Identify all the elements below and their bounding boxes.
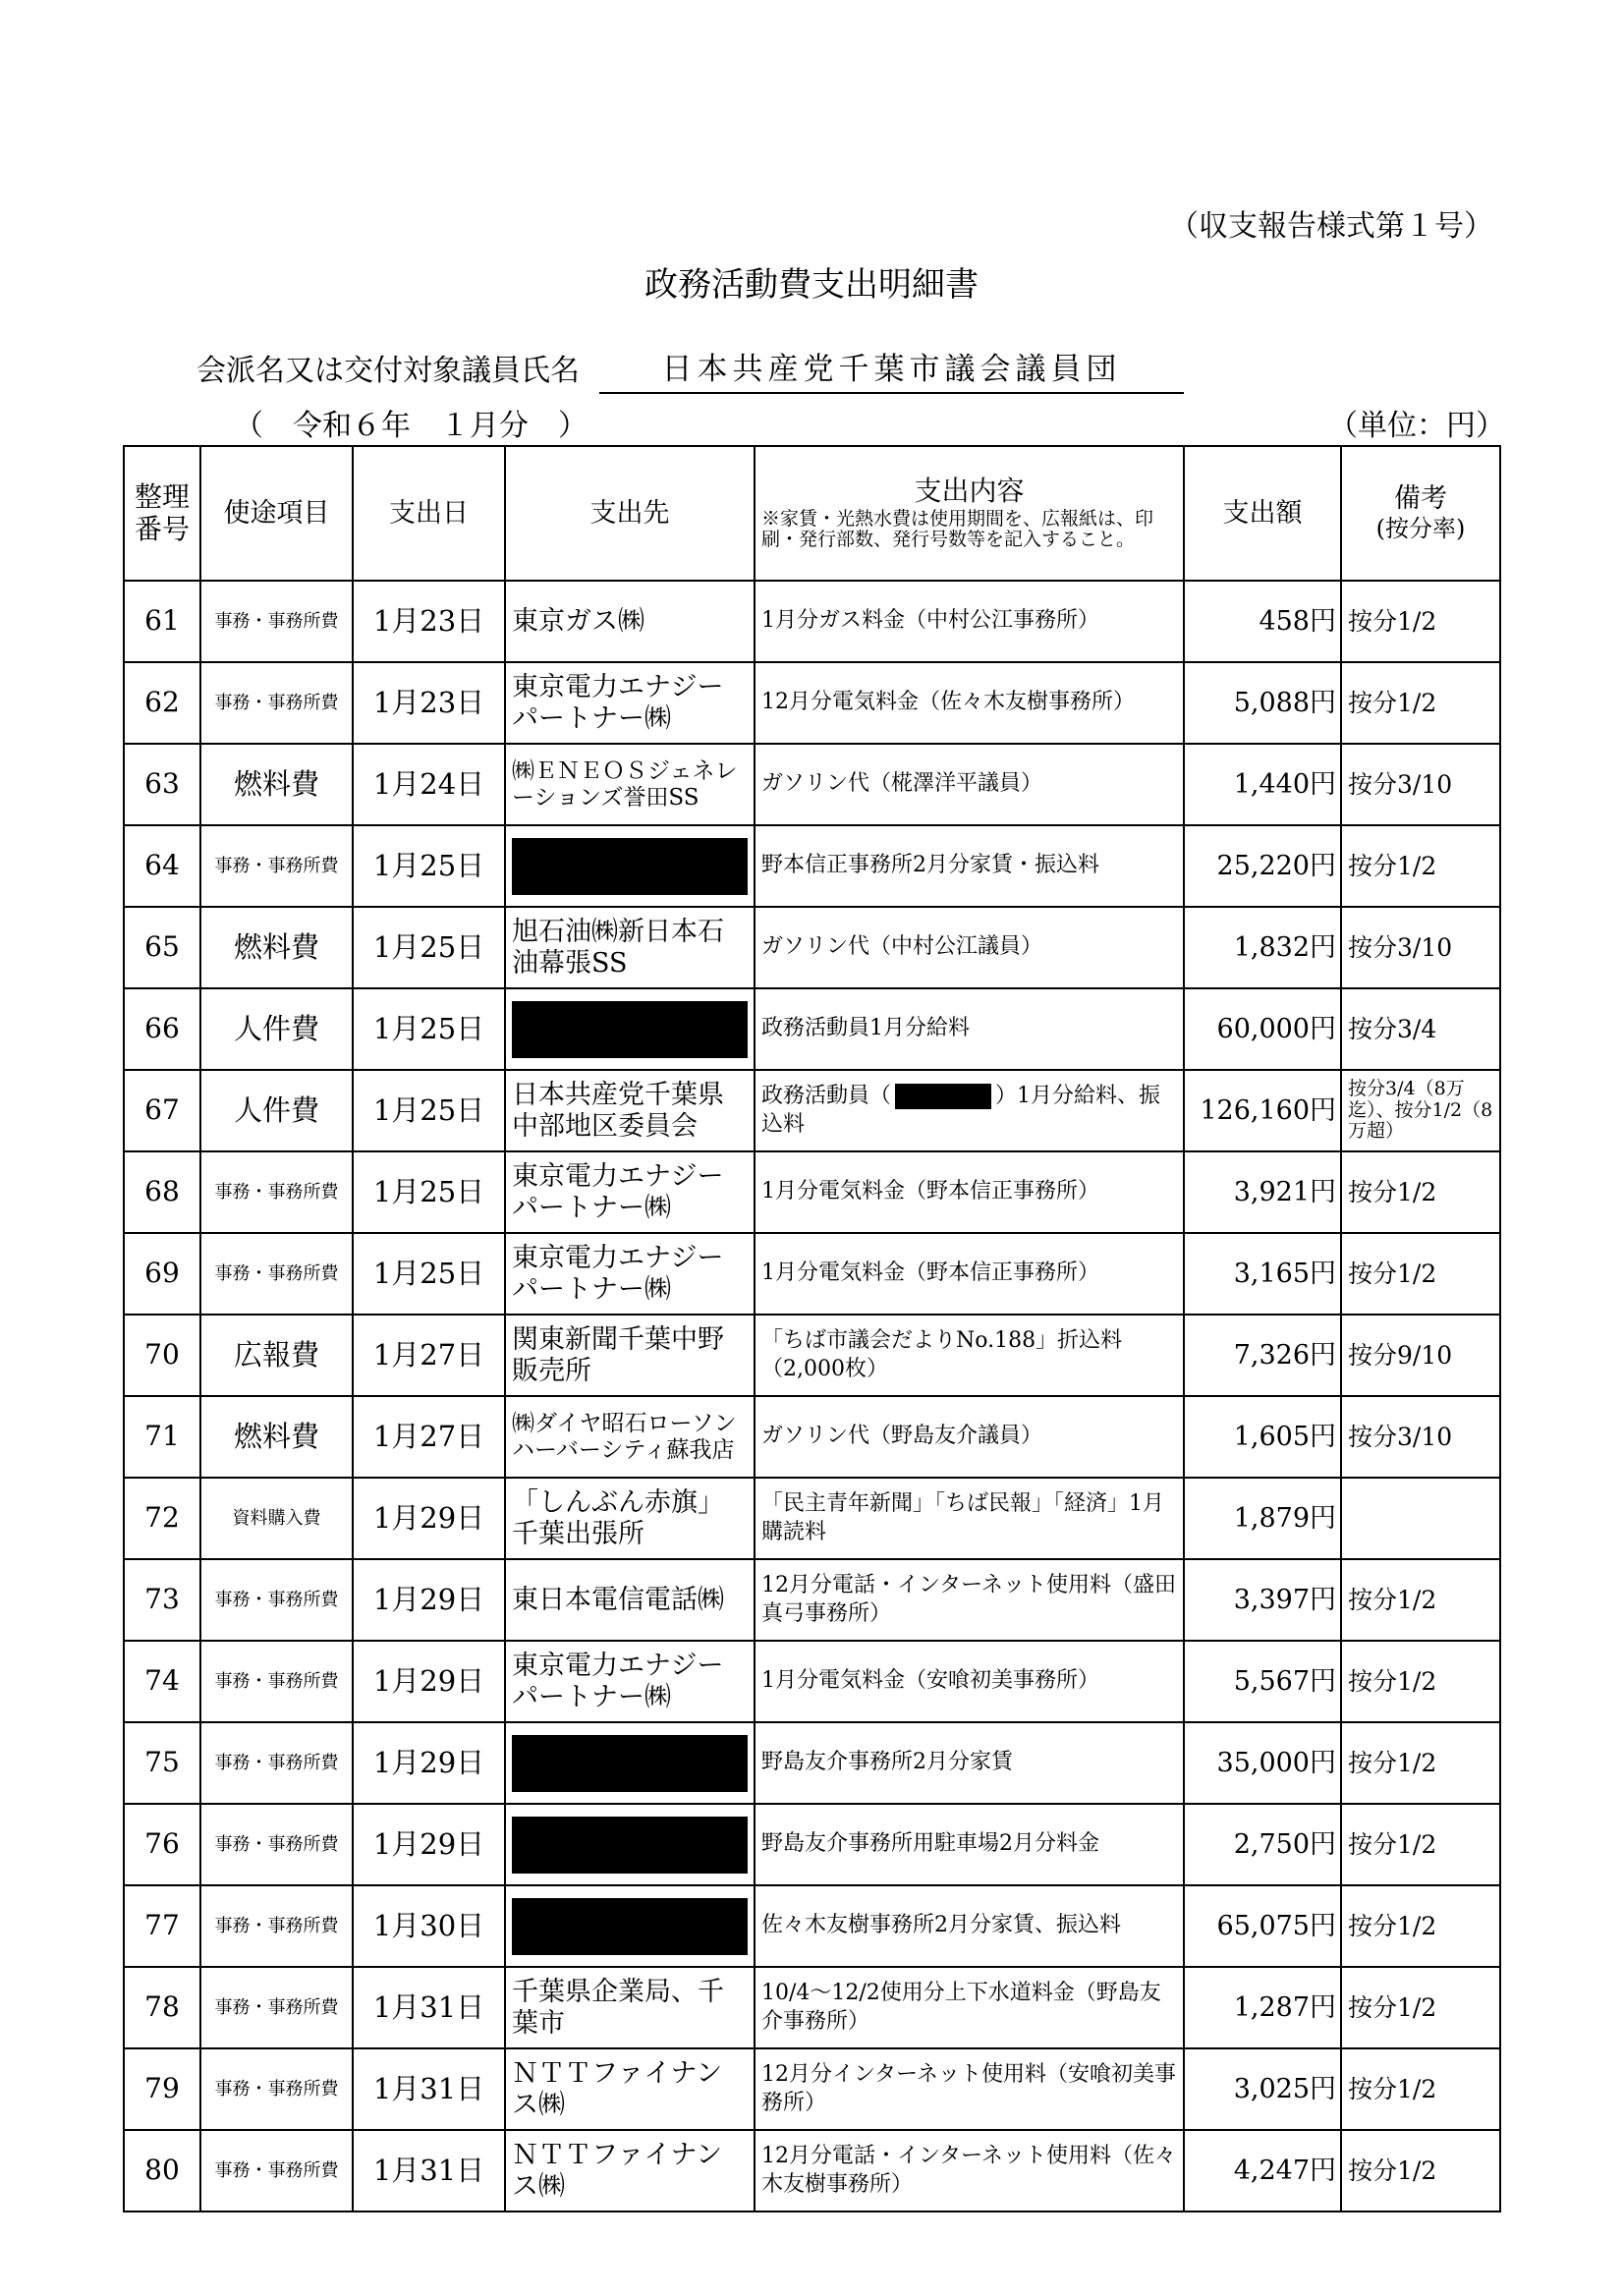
row-date: 1月31日 [353,1967,505,2048]
col-header-content [755,446,1184,581]
table-row [124,907,1500,988]
row-date: 1月29日 [353,1722,505,1804]
row-category: 事務・事務所費 [200,1885,353,1967]
table-row [124,988,1500,1070]
row-amount: 3,025円 [1184,2048,1341,2130]
row-date: 1月31日 [353,2048,505,2130]
row-number: 70 [124,1315,200,1396]
row-description: 野島友介事務所用駐車場2月分料金 [755,1804,1184,1885]
row-category: 資料購入費 [200,1478,353,1559]
row-remarks: 按分3/4（8万迄）、按分1/2（8万超） [1341,1070,1500,1151]
row-number: 71 [124,1396,200,1478]
row-remarks: 按分1/2 [1341,825,1500,907]
row-description: 野島友介事務所2月分家賃 [755,1722,1184,1804]
row-date: 1月23日 [353,581,505,662]
row-remarks: 按分9/10 [1341,1315,1500,1396]
row-category: 事務・事務所費 [200,581,353,662]
row-remarks: 按分1/2 [1341,1641,1500,1722]
table-row [124,1478,1500,1559]
row-remarks: 按分3/10 [1341,907,1500,988]
row-description: 「ちば市議会だよりNo.188」折込料（2,000枚） [755,1315,1184,1396]
row-number: 73 [124,1559,200,1641]
row-date: 1月29日 [353,1559,505,1641]
table-row [124,825,1500,907]
row-category: 人件費 [200,1070,353,1151]
member-name: 日本共産党千葉市議会議員団 [599,344,1184,394]
row-payee: 東京電力エナジーパートナー㈱ [505,1151,755,1233]
row-category: 事務・事務所費 [200,1804,353,1885]
row-date: 1月25日 [353,1233,505,1315]
table-row [124,744,1500,825]
row-amount: 1,832円 [1184,907,1341,988]
row-number: 76 [124,1804,200,1885]
row-number: 68 [124,1151,200,1233]
row-remarks: 按分1/2 [1341,1151,1500,1233]
row-payee-redacted [505,1885,755,1967]
row-date: 1月30日 [353,1885,505,1967]
row-category: 事務・事務所費 [200,1151,353,1233]
row-amount: 1,879円 [1184,1478,1341,1559]
row-description: 12月分電話・インターネット使用料（佐々木友樹事務所） [755,2130,1184,2212]
row-payee: 旭石油㈱新日本石油幕張SS [505,907,755,988]
row-amount: 1,440円 [1184,744,1341,825]
row-remarks: 按分1/2 [1341,1967,1500,2048]
row-remarks: 按分1/2 [1341,1233,1500,1315]
table-row [124,1885,1500,1967]
row-payee: 東京電力エナジーパートナー㈱ [505,662,755,744]
col-header-remarks-sub: (按分率) [1375,514,1466,542]
row-description: 10/4～12/2使用分上下水道料金（野島友介事務所） [755,1967,1184,2048]
col-header-amount: 支出額 [1184,446,1341,581]
row-remarks: 按分1/2 [1341,581,1500,662]
row-amount: 3,165円 [1184,1233,1341,1315]
row-description: ガソリン代（中村公江議員） [755,907,1184,988]
table-body [124,581,1500,2212]
row-number: 65 [124,907,200,988]
row-amount: 1,287円 [1184,1967,1341,2048]
row-category: 事務・事務所費 [200,1559,353,1641]
col-header-no: 整理番号 [124,446,200,581]
col-header-content-label: 支出内容 [914,475,1025,508]
row-remarks: 按分3/10 [1341,1396,1500,1478]
row-category: 事務・事務所費 [200,1722,353,1804]
row-remarks: 按分1/2 [1341,662,1500,744]
row-payee: ㈱ＥＮＥＯＳジェネレーションズ誉田SS [505,744,755,825]
col-header-remarks [1341,446,1500,581]
table-row [124,1151,1500,1233]
row-number: 75 [124,1722,200,1804]
row-category: 広報費 [200,1315,353,1396]
row-date: 1月27日 [353,1315,505,1396]
row-description-part: 政務活動員（ [761,1083,892,1108]
form-number: （収支報告様式第１号） [1169,209,1493,244]
row-description: 12月分電話・インターネット使用料（盛田真弓事務所） [755,1559,1184,1641]
row-payee: 「しんぶん赤旗」千葉出張所 [505,1478,755,1559]
row-category: 事務・事務所費 [200,1233,353,1315]
row-number: 67 [124,1070,200,1151]
row-category: 事務・事務所費 [200,662,353,744]
row-remarks: 按分1/2 [1341,2048,1500,2130]
row-payee-redacted [505,988,755,1070]
table-row [124,2048,1500,2130]
row-number: 77 [124,1885,200,1967]
table-row [124,1722,1500,1804]
row-payee-redacted [505,825,755,907]
row-description: 12月分電気料金（佐々木友樹事務所） [755,662,1184,744]
row-remarks: 按分1/2 [1341,2130,1500,2212]
row-date: 1月25日 [353,1070,505,1151]
redaction-block [895,1084,991,1109]
table-row [124,1804,1500,1885]
row-date: 1月24日 [353,744,505,825]
row-number: 66 [124,988,200,1070]
table-row [124,1233,1500,1315]
row-amount: 35,000円 [1184,1722,1341,1804]
redaction-block [512,1898,748,1955]
row-number: 78 [124,1967,200,2048]
col-header-date: 支出日 [353,446,505,581]
row-payee-redacted [505,1804,755,1885]
row-description: 「民主青年新聞」「ちば民報」「経済」1月購読料 [755,1478,1184,1559]
redaction-block [512,1001,748,1058]
col-header-payee: 支出先 [505,446,755,581]
row-payee: 東京電力エナジーパートナー㈱ [505,1233,755,1315]
row-category: 事務・事務所費 [200,1967,353,2048]
row-date: 1月25日 [353,825,505,907]
row-date: 1月29日 [353,1804,505,1885]
row-payee: 東京電力エナジーパートナー㈱ [505,1641,755,1722]
row-payee: 千葉県企業局、千葉市 [505,1967,755,2048]
row-payee: 東日本電信電話㈱ [505,1559,755,1641]
row-category: 事務・事務所費 [200,825,353,907]
table-row [124,1559,1500,1641]
row-date: 1月31日 [353,2130,505,2212]
redaction-block [512,838,748,895]
row-description: ガソリン代（野島友介議員） [755,1396,1184,1478]
table-row [124,662,1500,744]
row-remarks: 按分3/4 [1341,988,1500,1070]
row-payee-redacted [505,1722,755,1804]
row-description: 1月分電気料金（安喰初美事務所） [755,1641,1184,1722]
row-category: 事務・事務所費 [200,2048,353,2130]
row-amount: 65,075円 [1184,1885,1341,1967]
row-amount: 5,567円 [1184,1641,1341,1722]
redaction-block [512,1735,748,1792]
row-number: 79 [124,2048,200,2130]
row-number: 72 [124,1478,200,1559]
document-title: 政務活動費支出明細書 [644,265,979,305]
row-number: 74 [124,1641,200,1722]
table-row [124,2130,1500,2212]
row-description: 政務活動員1月分給料 [755,988,1184,1070]
table-row [124,1641,1500,1722]
table-row [124,581,1500,662]
row-amount: 458円 [1184,581,1341,662]
row-number: 64 [124,825,200,907]
row-amount: 60,000円 [1184,988,1341,1070]
row-date: 1月25日 [353,907,505,988]
row-description: 野本信正事務所2月分家賃・振込料 [755,825,1184,907]
row-amount: 1,605円 [1184,1396,1341,1478]
col-header-category: 使途項目 [200,446,353,581]
table-row [124,1396,1500,1478]
row-description: ガソリン代（椛澤洋平議員） [755,744,1184,825]
row-payee: 東京ガス㈱ [505,581,755,662]
row-payee: ＮＴＴファイナンス㈱ [505,2130,755,2212]
table-row [124,1070,1500,1151]
row-category: 事務・事務所費 [200,2130,353,2212]
row-category: 事務・事務所費 [200,1641,353,1722]
col-header-remarks-label: 備考 [1394,482,1447,514]
row-remarks [1341,1478,1500,1559]
row-remarks: 按分1/2 [1341,1885,1500,1967]
row-number: 63 [124,744,200,825]
row-payee: 関東新聞千葉中野販売所 [505,1315,755,1396]
row-date: 1月25日 [353,988,505,1070]
table-row [124,1967,1500,2048]
row-category: 燃料費 [200,744,353,825]
row-remarks: 按分3/10 [1341,744,1500,825]
member-label: 会派名又は交付対象議員氏名 [196,354,580,388]
row-amount: 3,397円 [1184,1559,1341,1641]
row-remarks: 按分1/2 [1341,1722,1500,1804]
row-date: 1月29日 [353,1478,505,1559]
reporting-period: （ 令和６年 １月分 ） [234,409,588,443]
row-category: 燃料費 [200,1396,353,1478]
row-number: 61 [124,581,200,662]
row-description [755,1070,1184,1151]
row-number: 80 [124,2130,200,2212]
row-payee: ＮＴＴファイナンス㈱ [505,2048,755,2130]
row-description: 1月分電気料金（野本信正事務所） [755,1233,1184,1315]
row-amount: 5,088円 [1184,662,1341,744]
row-description: 佐々木友樹事務所2月分家賃、振込料 [755,1885,1184,1967]
row-description: 1月分ガス料金（中村公江事務所） [755,581,1184,662]
col-header-content-note: ※家賃・光熱水費は使用期間を、広報紙は、印刷・発行部数、発行号数等を記入すること。 [761,508,1154,550]
row-amount: 126,160円 [1184,1070,1341,1151]
row-number: 62 [124,662,200,744]
row-date: 1月25日 [353,1151,505,1233]
row-amount: 3,921円 [1184,1151,1341,1233]
row-category: 燃料費 [200,907,353,988]
row-amount: 25,220円 [1184,825,1341,907]
row-payee: ㈱ダイヤ昭石ローソンハーバーシティ蘇我店 [505,1396,755,1478]
row-description-part: ）1月分給料、振込料 [761,1083,1161,1137]
row-date: 1月27日 [353,1396,505,1478]
table-header-row [124,446,1500,581]
row-date: 1月29日 [353,1641,505,1722]
row-amount: 7,326円 [1184,1315,1341,1396]
row-category: 人件費 [200,988,353,1070]
row-amount: 4,247円 [1184,2130,1341,2212]
row-description: 12月分インターネット使用料（安喰初美事務所） [755,2048,1184,2130]
redaction-block [512,1817,748,1874]
row-remarks: 按分1/2 [1341,1804,1500,1885]
table-row [124,1315,1500,1396]
row-description: 1月分電気料金（野本信正事務所） [755,1151,1184,1233]
row-payee: 日本共産党千葉県中部地区委員会 [505,1070,755,1151]
expense-table [123,445,1501,2212]
row-amount: 2,750円 [1184,1804,1341,1885]
row-date: 1月23日 [353,662,505,744]
row-remarks: 按分1/2 [1341,1559,1500,1641]
currency-unit: （単位：円） [1328,409,1505,443]
row-number: 69 [124,1233,200,1315]
